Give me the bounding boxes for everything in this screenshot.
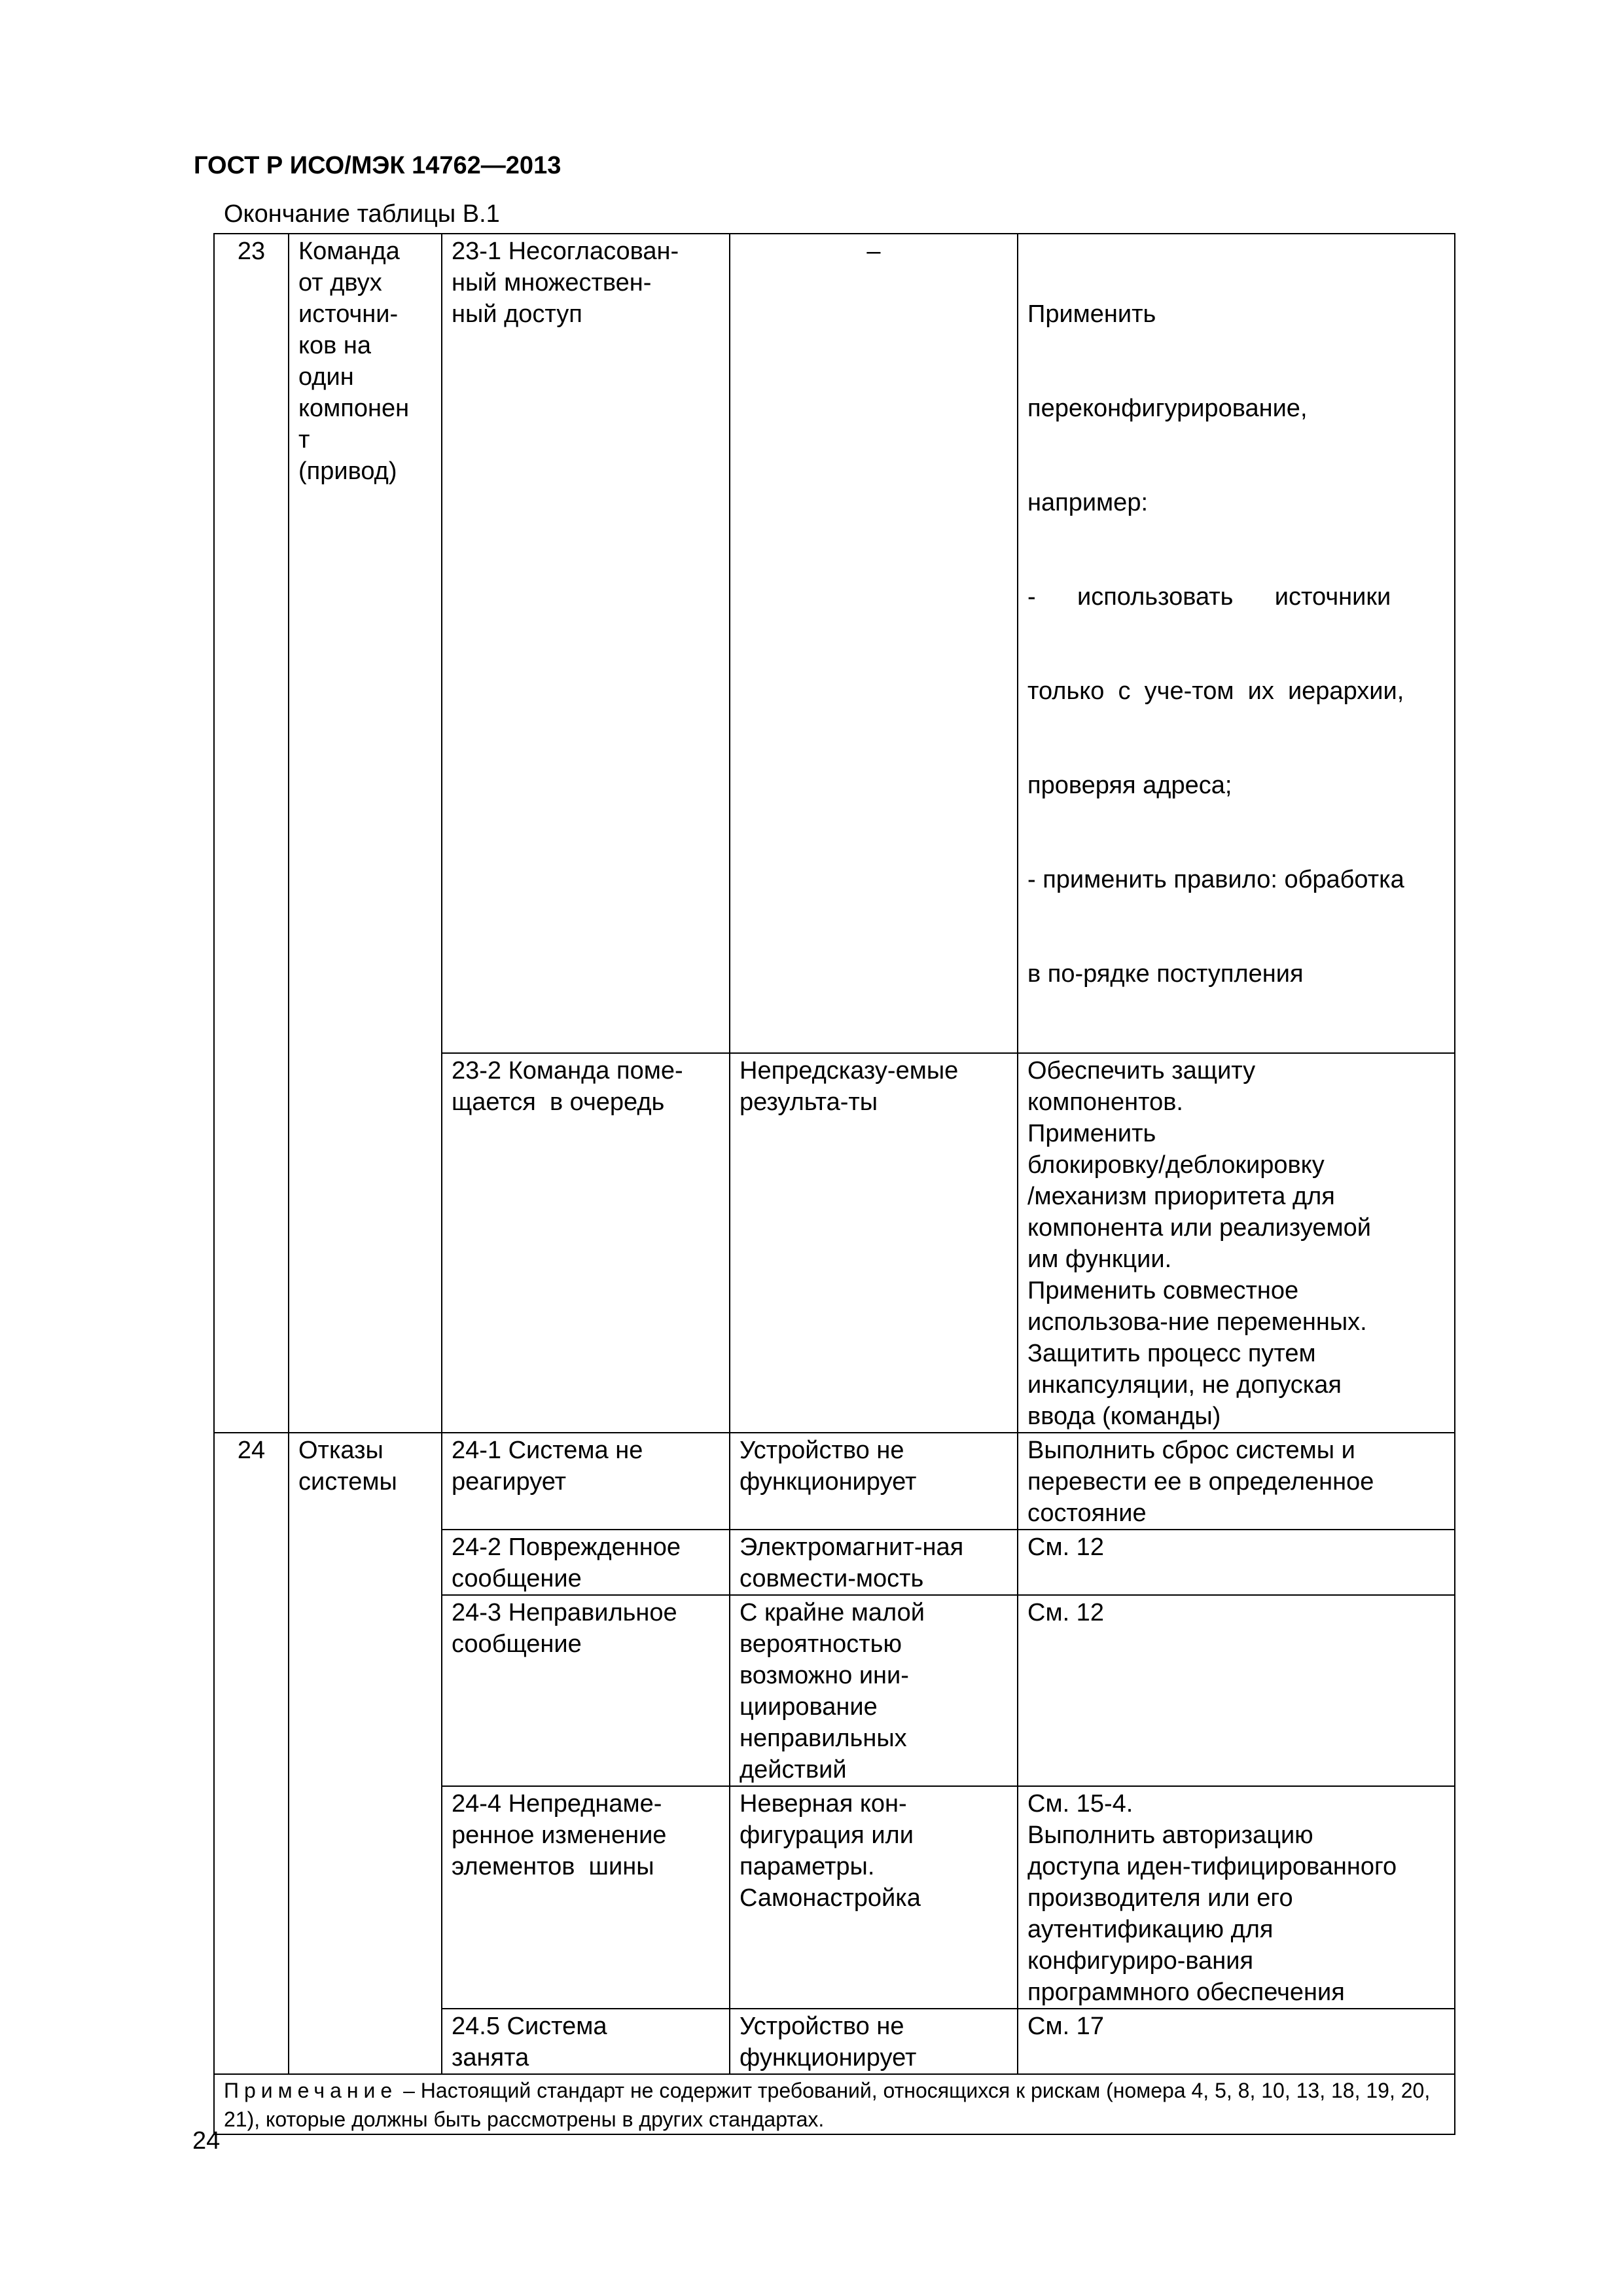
effect-cell: Устройство не функционирует xyxy=(730,1433,1018,1530)
measures-cell: Выполнить сброс системы и перевести ее в определенное состояние xyxy=(1018,1433,1455,1530)
measures-cell xyxy=(1018,234,1455,1053)
measures-line: - применить правило: обработка xyxy=(1027,866,1404,893)
note-text: – Настоящий стандарт не содержит требований, относящихся к рискам (номера 4, 5, 8, 10, 13, 18, 19, 20, 21), которые должны быть рассмотрены в других стандартах. xyxy=(224,2079,1436,2131)
effect-cell: Электромагнит-ная совмести-мость xyxy=(730,1530,1018,1595)
source-cell: Команда от двух источни- ков на один компонен т (привод) xyxy=(289,234,442,1433)
measures-line: - использовать источники xyxy=(1027,583,1391,611)
risk-cell: 23-1 Несогласован- ный множествен- ный доступ xyxy=(442,234,730,1053)
table-caption: Окончание таблицы В.1 xyxy=(224,200,500,228)
table-row xyxy=(214,1433,1455,1530)
effect-cell: С крайне малой вероятностью возможно ини- циирование неправильных действий xyxy=(730,1595,1018,1786)
table-row xyxy=(214,234,1455,1053)
risk-table xyxy=(213,233,1455,2135)
measures-cell: См. 15-4. Выполнить авторизацию доступа иден-тифицированного производителя или его аутентификацию для конфигуриро-вания программного обеспечения xyxy=(1018,1786,1455,2009)
row-number: 24 xyxy=(214,1433,289,2074)
effect-cell: Неверная кон- фигурация или параметры. Самонастройка xyxy=(730,1786,1018,2009)
note-label: Примечание xyxy=(224,2079,398,2102)
measures-line: в по-рядке поступления xyxy=(1027,960,1304,988)
page-number: 24 xyxy=(192,2127,221,2155)
risk-cell: 24-1 Система не реагирует xyxy=(442,1433,730,1530)
risk-cell: 24-4 Непреднаме- ренное изменение элементов шины xyxy=(442,1786,730,2009)
measures-cell: См. 17 xyxy=(1018,2009,1455,2074)
measures-line: например: xyxy=(1027,489,1149,516)
source-cell: Отказы системы xyxy=(289,1433,442,2074)
risk-cell: 24-3 Неправильное сообщение xyxy=(442,1595,730,1786)
measures-line: переконфигурирование, xyxy=(1027,395,1308,422)
effect-cell: – xyxy=(730,234,1018,1053)
measures-cell: Обеспечить защиту компонентов. Применить блокировку/деблокировку /механизм приоритета для компонента или реализуемой им функции. Применить совместное использова-ние переменных. Защитить процесс путем инкапсуляции, не допуская ввода (команды) xyxy=(1018,1053,1455,1433)
risk-cell: 24.5 Система занята xyxy=(442,2009,730,2074)
note-row xyxy=(214,2074,1455,2134)
measures-line: только с уче-том их иерархии, xyxy=(1027,677,1404,705)
measures-cell: См. 12 xyxy=(1018,1530,1455,1595)
effect-cell: Устройство не функционирует xyxy=(730,2009,1018,2074)
table-note xyxy=(214,2074,1455,2134)
risk-cell: 24-2 Поврежденное сообщение xyxy=(442,1530,730,1595)
effect-cell: Непредсказу-емые результа-ты xyxy=(730,1053,1018,1433)
risk-cell: 23-2 Команда поме- щается в очередь xyxy=(442,1053,730,1433)
row-number: 23 xyxy=(214,234,289,1433)
measures-cell: См. 12 xyxy=(1018,1595,1455,1786)
measures-line: Применить xyxy=(1027,300,1156,328)
document-header: ГОСТ Р ИСО/МЭК 14762—2013 xyxy=(194,152,562,179)
measures-line: проверяя адреса; xyxy=(1027,772,1232,799)
